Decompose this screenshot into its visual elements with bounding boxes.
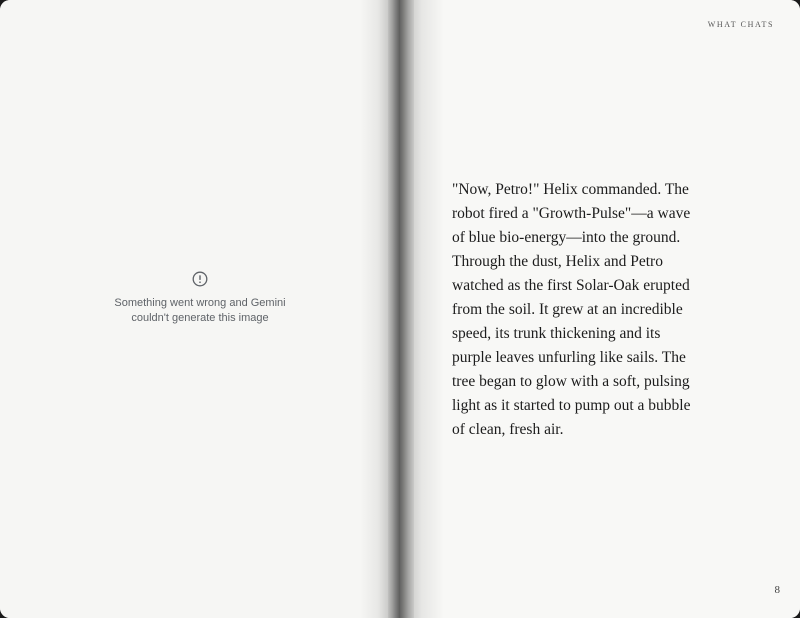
image-generation-error — [100, 271, 300, 326]
exclamation-circle-icon — [192, 271, 208, 287]
right-page — [400, 0, 800, 618]
story-paragraph: "Now, Petro!" Helix commanded. The robot fired a "Growth-Pulse"—a wave of blue bio-energy—into the ground. Through the dust, Helix and Petro watched as the first Solar-Oak erupted from the soil. It grew at an incredible speed, its trunk thickening and its purple leaves unfurling like sails. The tree began to glow with a soft, pulsing light as it started to pump out a bubble of clean, fresh air. — [452, 181, 691, 438]
page-number: 8 — [774, 584, 780, 596]
running-head: WHAT CHATS — [707, 20, 774, 29]
error-message: Something went wrong and Gemini couldn't generate this image — [114, 297, 286, 324]
